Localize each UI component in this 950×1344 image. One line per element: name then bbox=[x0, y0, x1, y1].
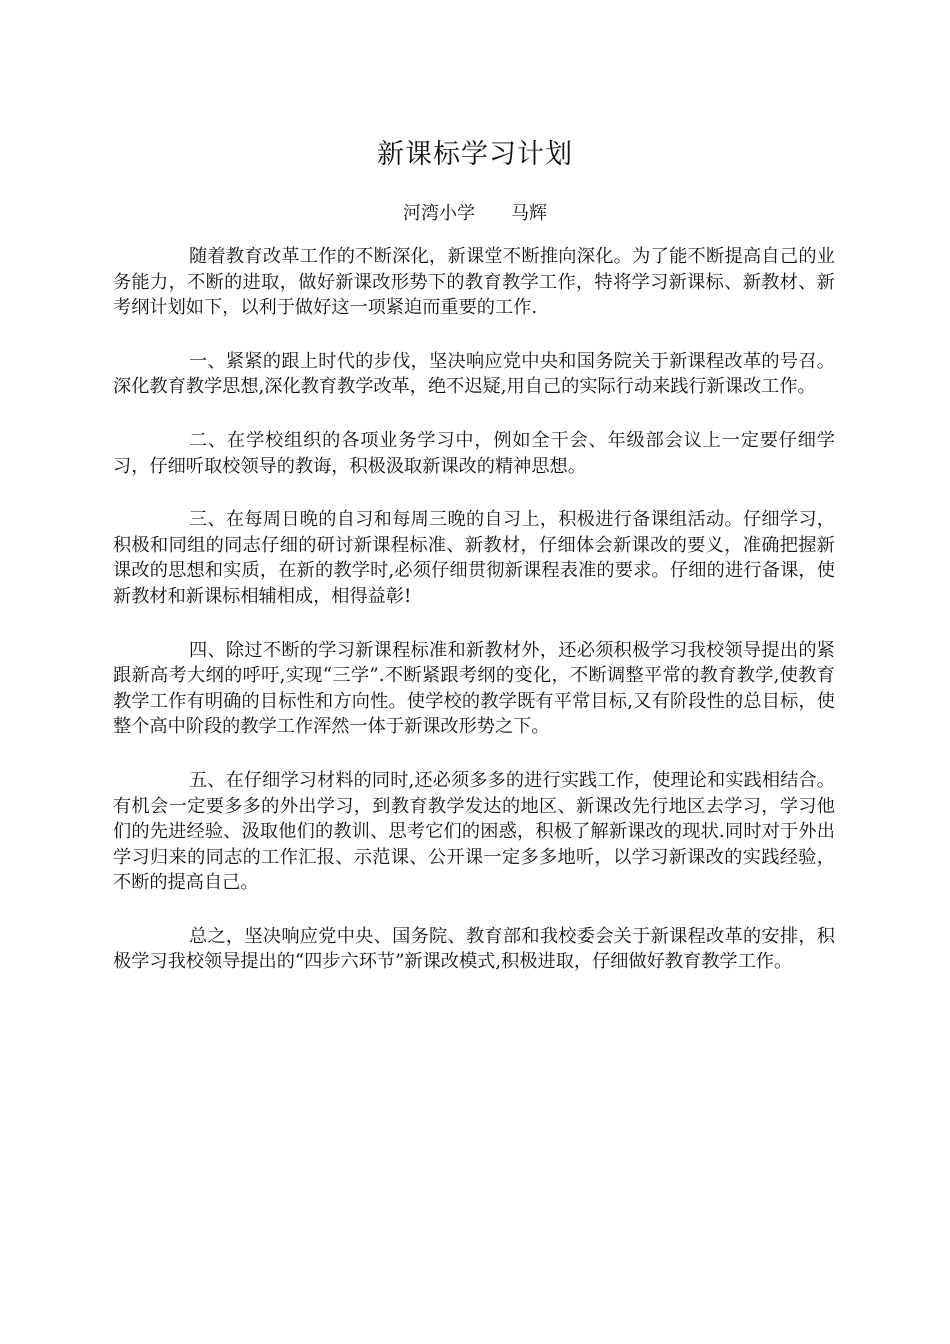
paragraph-1: 一、紧紧的跟上时代的步伐，坚决响应党中央和国务院关于新课程改革的号召。深化教育教学思想,深化教育教学改革，绝不迟疑,用自己的实际行动来践行新课改工作。 bbox=[113, 350, 835, 398]
paragraph-4: 四、除过不断的学习新课程标准和新教材外，还必须积极学习我校领导提出的紧跟新高考大纲的呼吁,实现“三学”.不断紧跟考纲的变化，不断调整平常的教育教学,使教育教学工作有明确的目标性和方向性。使学校的教学既有平常目标,又有阶段性的总目标，使整个高中阶段的教学工作浑然一体于新课改形势之下。 bbox=[113, 639, 835, 738]
paragraph-conclusion: 总之，坚决响应党中央、国务院、教育部和我校委会关于新课程改革的安排，积极学习我校领导提出的“四步六环节”新课改模式,积极进取，仔细做好教育教学工作。 bbox=[113, 925, 835, 973]
document-body bbox=[113, 244, 835, 1003]
school-name: 河湾小学 bbox=[403, 203, 475, 224]
document-title: 新课标学习计划 bbox=[377, 139, 573, 170]
paragraph-2: 二、在学校组织的各项业务学习中，例如全干会、年级部会议上一定要仔细学习，仔细听取校领导的教诲，积极汲取新课改的精神思想。 bbox=[113, 429, 835, 477]
paragraph-5: 五、在仔细学习材料的同时,还必须多多的进行实践工作，使理论和实践相结合。有机会一定要多多的外出学习，到教育教学发达的地区、新课改先行地区去学习，学习他们的先进经验、汲取他们的教训、思考它们的困惑，积极了解新课改的现状.同时对于外出学习归来的同志的工作汇报、示范课、公开课一定多多地听，以学习新课改的实践经验，不断的提高自己。 bbox=[113, 769, 835, 894]
paragraph-3: 三、在每周日晚的自习和每周三晚的自习上，积极进行备课组活动。仔细学习，积极和同组的同志仔细的研讨新课程标准、新教材，仔细体会新课改的要义，准确把握新课改的思想和实质，在新的教学时,必须仔细贯彻新课程表准的要求。仔细的进行备课，使新教材和新课标相辅相成，相得益彰! bbox=[113, 509, 835, 607]
paragraph-intro: 随着教育改革工作的不断深化，新课堂不断推向深化。为了能不断提高自己的业务能力，不断的进取，做好新课改形势下的教育教学工作，特将学习新课标、新教材、新考纲计划如下，以利于做好这一项紧迫而重要的工作. bbox=[113, 246, 835, 319]
author-name: 马辉 bbox=[511, 203, 547, 224]
document-byline bbox=[0, 199, 950, 225]
